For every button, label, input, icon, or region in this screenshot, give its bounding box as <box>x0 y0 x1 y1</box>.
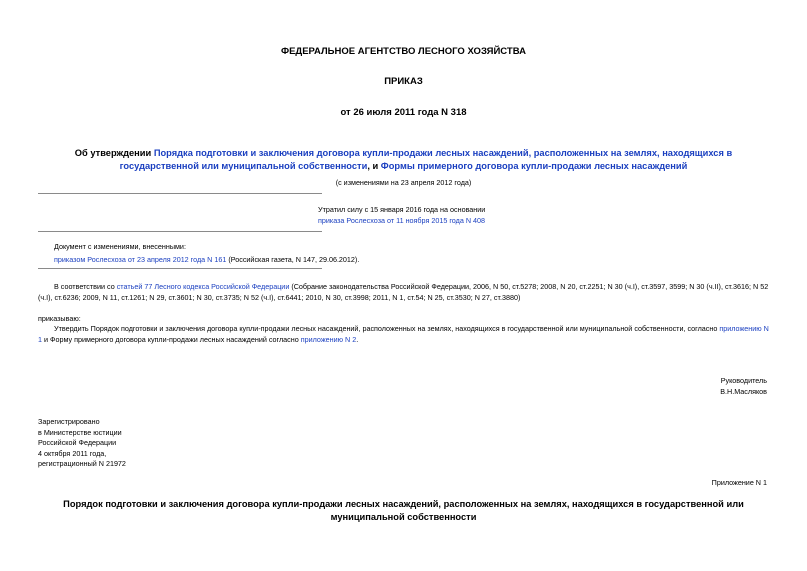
amendment-order-link[interactable]: приказом Рослесхоза от 23 апреля 2012 года N 161 <box>54 254 227 264</box>
signatory-name: В.Н.Масляков <box>720 386 767 396</box>
forest-code-link[interactable]: статьей 77 Лесного кодекса Российской Федерации <box>116 282 290 291</box>
order-text-continued: и Форму примерного договора купли-продажи лесных насаждений согласно <box>42 334 301 344</box>
agency-name: ФЕДЕРАЛЬНОЕ АГЕНТСТВО ЛЕСНОГО ХОЗЯЙСТВА <box>280 46 526 57</box>
document-date-number: от 26 июля 2011 года N 318 <box>340 107 467 118</box>
title-prefix: Об утверждении <box>74 148 154 158</box>
appendix-label: Приложение N 1 <box>711 478 767 487</box>
registration-line: 4 октября 2011 года, <box>38 448 107 458</box>
procedure-link[interactable]: Порядка подготовки и заключения договора купли-продажи лесных насаждений, расположенных на землях, находящихся в государственной или муниципальной собственности <box>119 148 733 171</box>
divider <box>38 268 322 269</box>
preamble-citation: (Собрание законодательства Российской Федерации, 2006, N 50, ст.5278; 2008, N 20, ст.2251; N 30 (ч.I), ст.3597, 3599; N 30 (ч.II), ст.3616; N 52 (ч.I), ст.6236; 2009, N 11, ст.1261; N 29, ст.3601; N 30, ст.3735; N 52 (ч.I), ст.6441; 2010, N 30, ст.3998; 2011, N 1, ст.54; N 25, ст.3530; N 27, ст.3880) <box>38 282 769 302</box>
expired-text: Утратил силу с 15 января 2016 года на основании <box>318 205 486 214</box>
amendments-heading: Документ с изменениями, внесенными: <box>54 242 186 251</box>
document-title <box>38 147 769 172</box>
appendix-2-link[interactable]: приложению N 2 <box>300 334 357 344</box>
order-paragraph <box>38 324 769 345</box>
order-text-end: . <box>356 334 359 344</box>
expiry-order-link[interactable]: приказа Рослесхоза от 11 ноября 2015 года N 408 <box>318 215 486 225</box>
title-middle: , и <box>367 160 381 171</box>
appendix-title: Порядок подготовки и заключения договора купли-продажи лесных насаждений, расположенных на землях, находящихся в государственной или муниципальной собственности <box>63 499 744 522</box>
preamble-paragraph <box>38 282 769 303</box>
document-type: ПРИКАЗ <box>384 76 423 87</box>
registration-block <box>38 417 126 470</box>
amendments-block <box>54 242 359 265</box>
order-label: приказываю: <box>38 314 81 323</box>
appendix-1-link[interactable]: приложению N 1 <box>38 324 769 344</box>
signature-block <box>720 376 767 397</box>
registration-line: Российской Федерации <box>38 438 117 447</box>
changes-note: (с изменениями на 23 апреля 2012 года) <box>335 178 472 187</box>
amendment-source: (Российская газета, N 147, 29.06.2012). <box>226 254 360 264</box>
registration-line: в Министерстве юстиции <box>38 427 122 437</box>
preamble-prefix: В соответствии со <box>54 282 117 291</box>
registration-line: регистрационный N 21972 <box>38 459 126 468</box>
divider <box>38 231 322 232</box>
registration-line: Зарегистрировано <box>38 417 100 426</box>
signatory-role: Руководитель <box>720 376 767 385</box>
order-text: Утвердить Порядок подготовки и заключения договора купли-продажи лесных насаждений, расположенных на землях, находящихся в государственной или муниципальной собственности, согласно <box>54 324 720 333</box>
contract-form-link[interactable]: Формы примерного договора купли-продажи лесных насаждений <box>380 160 688 171</box>
divider <box>38 193 322 194</box>
expired-note <box>318 205 485 226</box>
